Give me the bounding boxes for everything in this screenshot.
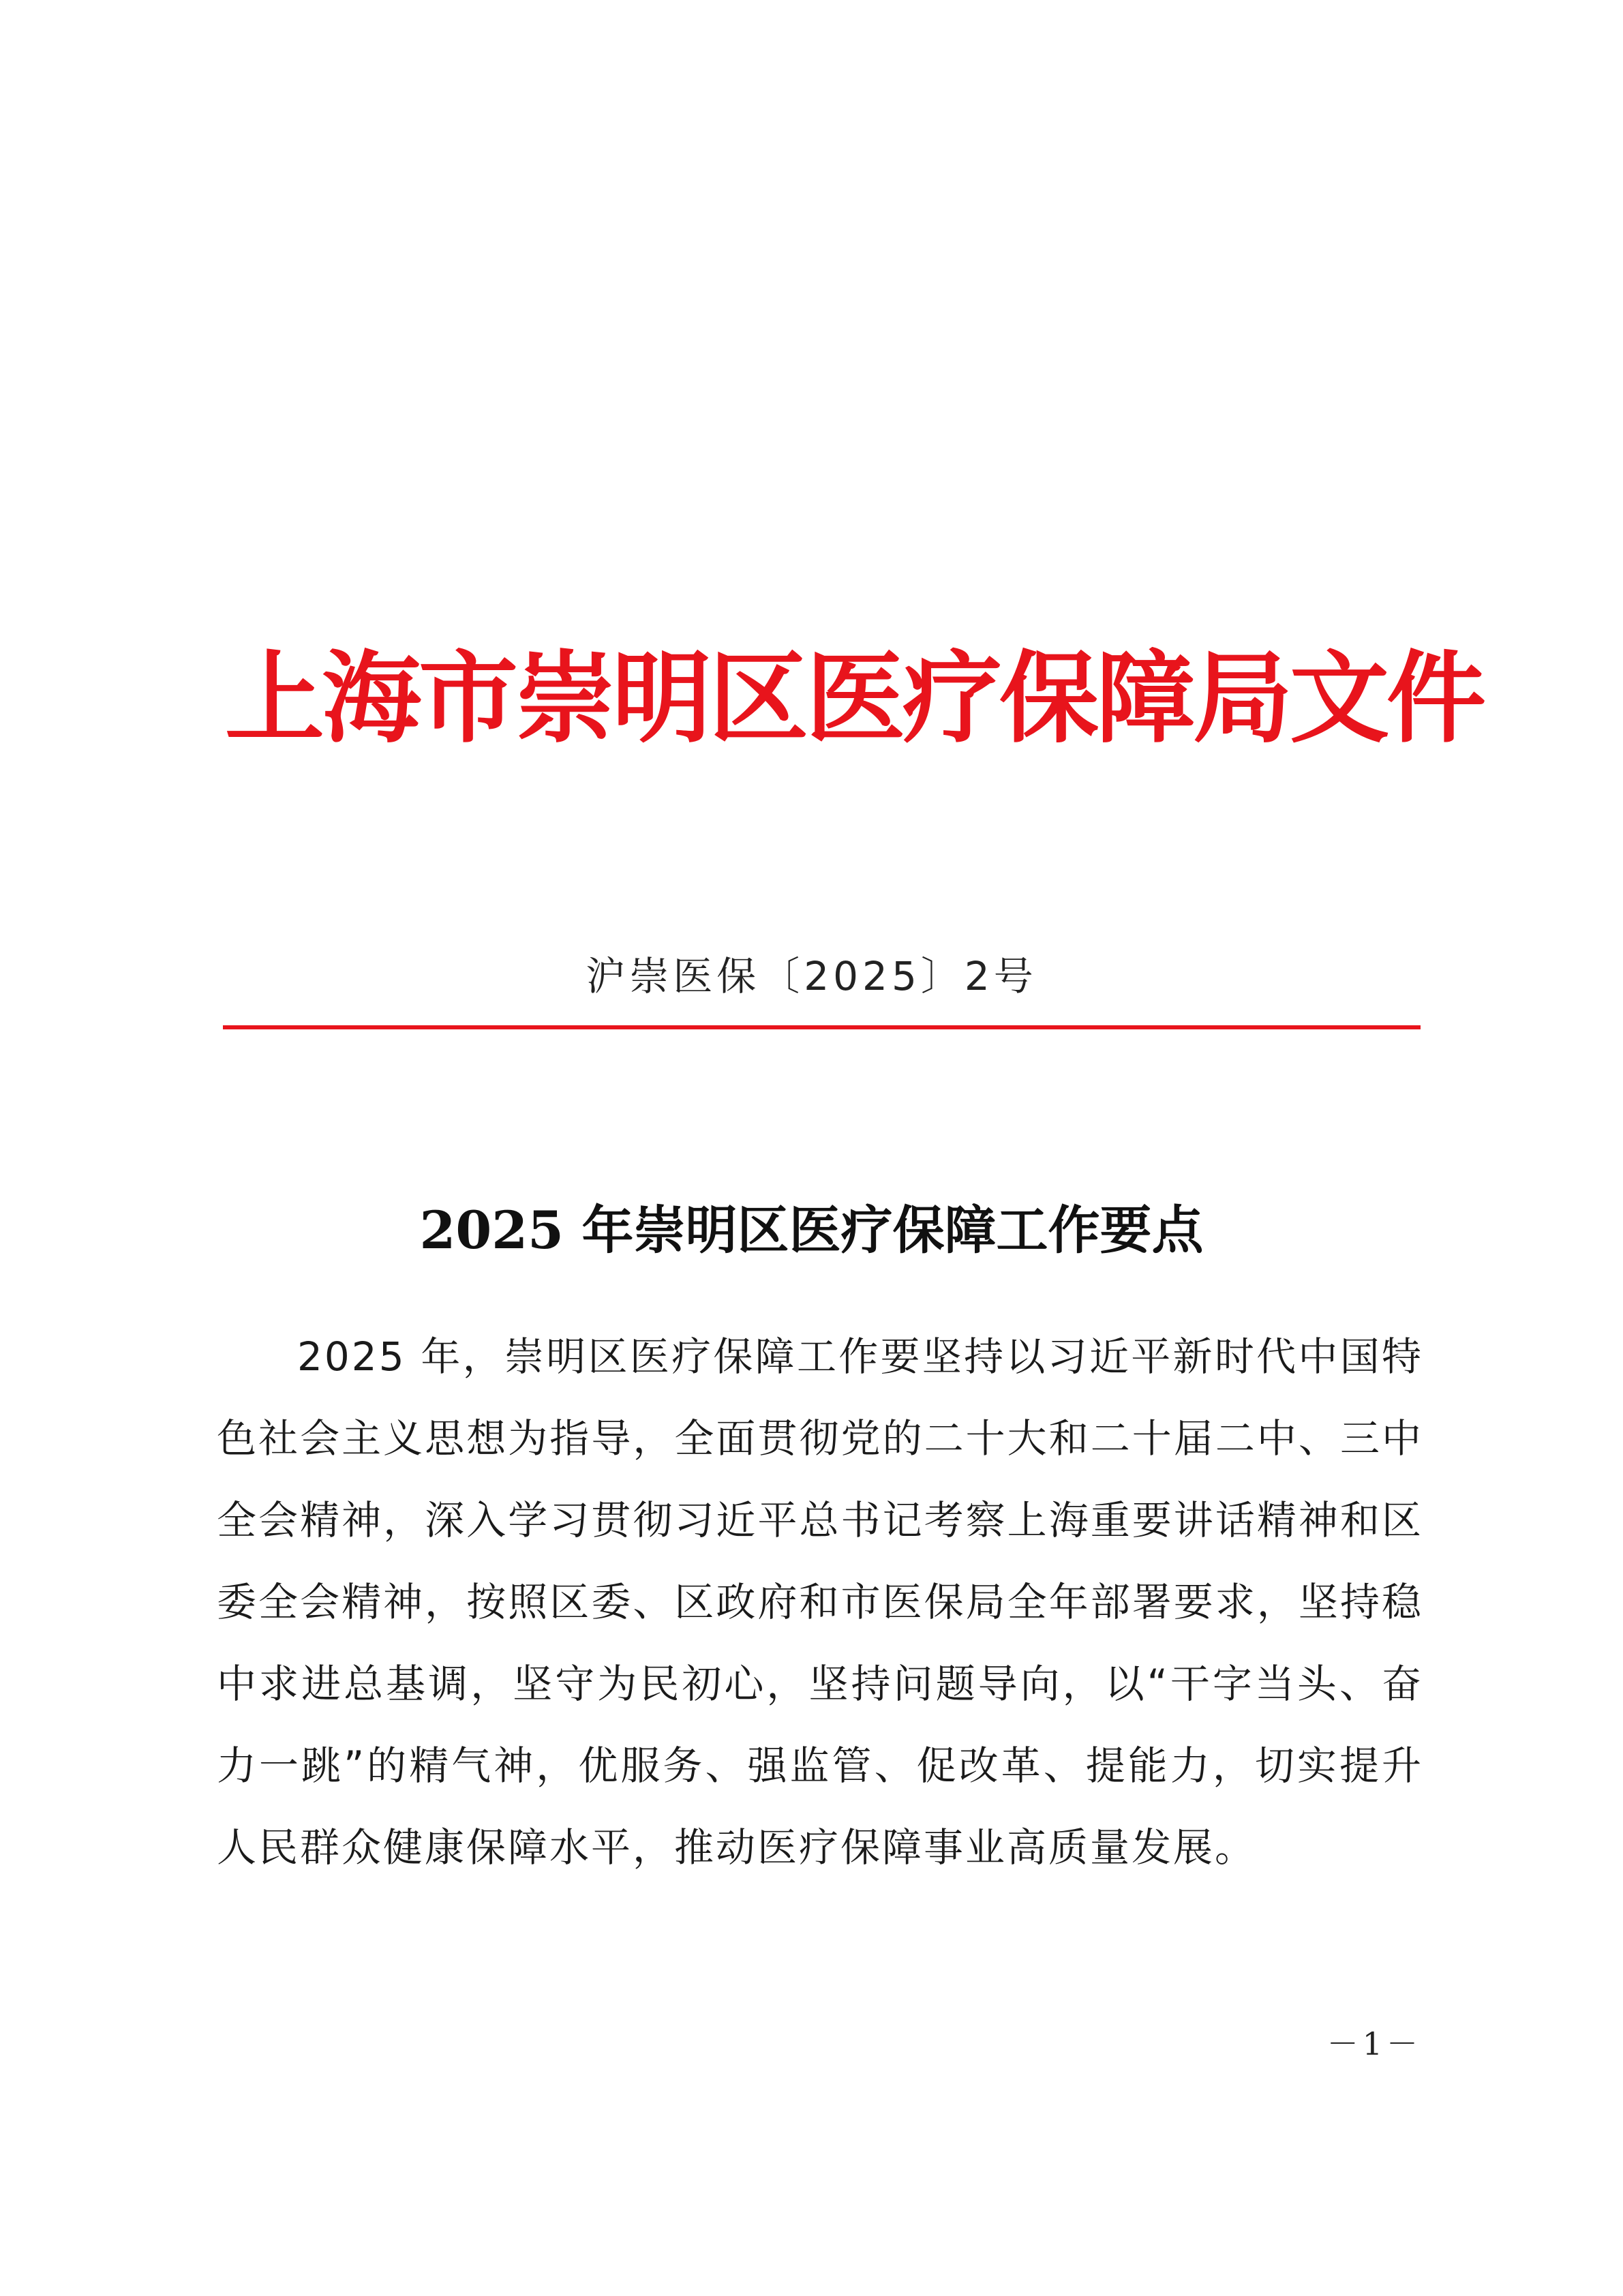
document-title: 2025 年崇明区医疗保障工作要点 [419, 1200, 1204, 1260]
red-separator-line [223, 1025, 1421, 1029]
page-number: －1－ [1326, 2025, 1422, 2062]
body-paragraph: 2025 年，崇明区医疗保障工作要坚持以习近平新时代中国特色社会主义思想为指导，全面贯彻党的二十大和二十届二中、三中全会精神，深入学习贯彻习近平总书记考察上海重要讲话精神和区委全会精神，按照区委、区政府和市医保局全年部署要求，坚持稳中求进总基调，坚守为民初心，坚持问题导向，以“干字当头、奋力一跳”的精气神，优服务、强监管、促改革、提能力，切实提升人民群众健康保障水平，推动医疗保障事业高质量发展。 [217, 1333, 1423, 1871]
issuer-header-title: 上海市崇明区医疗保障局文件 [225, 640, 1483, 757]
document-number: 沪崇医保〔2025〕2号 [586, 953, 1037, 999]
